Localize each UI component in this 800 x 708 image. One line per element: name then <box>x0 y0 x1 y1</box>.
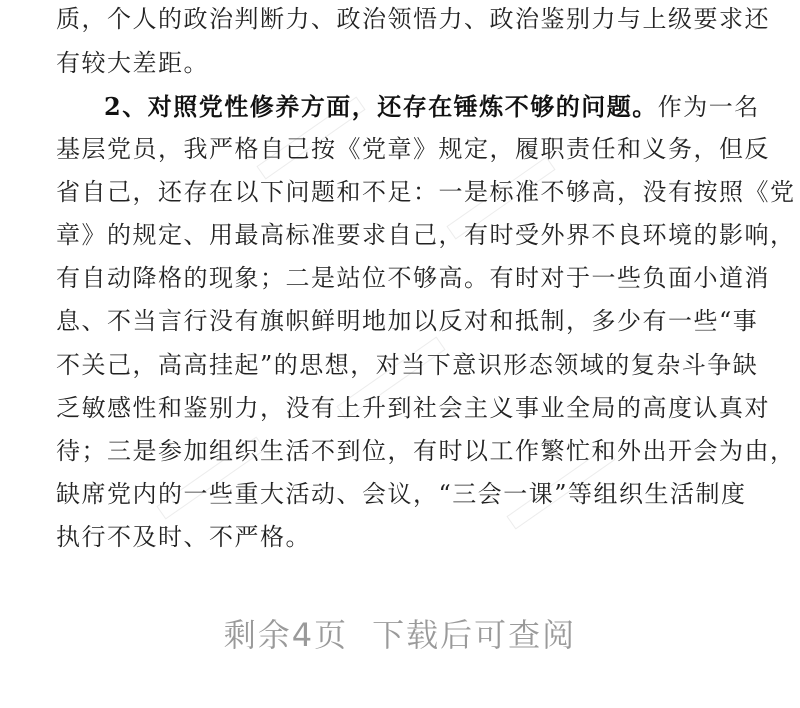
paragraph-line: 有自动降格的现象；二是站位不够高。有时对于一些负面小道消 <box>56 264 770 292</box>
paragraph-line: 省自己，还存在以下问题和不足：一是标准不够高，没有按照《党 <box>56 178 796 206</box>
paragraph-line: 章》的规定、用最高标准要求自己，有时受外界不良环境的影响， <box>56 221 796 249</box>
paragraph-line: 有较大差距。 <box>56 49 209 77</box>
paragraph-line: 执行不及时、不严格。 <box>56 523 311 551</box>
paragraph-line: 质，个人的政治判断力、政治领悟力、政治鉴别力与上级要求还 <box>56 5 770 33</box>
remaining-pages-prompt[interactable] <box>0 610 800 656</box>
section-heading-rest: 作为一名 <box>657 93 760 121</box>
section-heading-bold: 2、对照党性修养方面，还存在锤炼不够的问题。 <box>104 92 658 121</box>
paragraph-line: 乏敏感性和鉴别力，没有上升到社会主义事业全局的高度认真对 <box>56 394 770 422</box>
remaining-pages-label: 剩余4页 <box>223 616 349 654</box>
paragraph-line: 基层党员，我严格自己按《党章》规定，履职责任和义务，但反 <box>56 135 770 163</box>
section-heading <box>104 92 760 122</box>
paragraph-line: 不关己，高高挂起”的思想，对当下意识形态领域的复杂斗争缺 <box>56 351 759 379</box>
paragraph-line: 息、不当言行没有旗帜鲜明地加以反对和抵制，多少有一些“事 <box>56 307 759 335</box>
paragraph-line: 待；三是参加组织生活不到位，有时以工作繁忙和外出开会为由， <box>56 437 796 465</box>
download-to-view-label: 下载后可查阅 <box>372 616 577 654</box>
paragraph-line: 缺席党内的一些重大活动、会议，“三会一课”等组织生活制度 <box>56 480 747 508</box>
